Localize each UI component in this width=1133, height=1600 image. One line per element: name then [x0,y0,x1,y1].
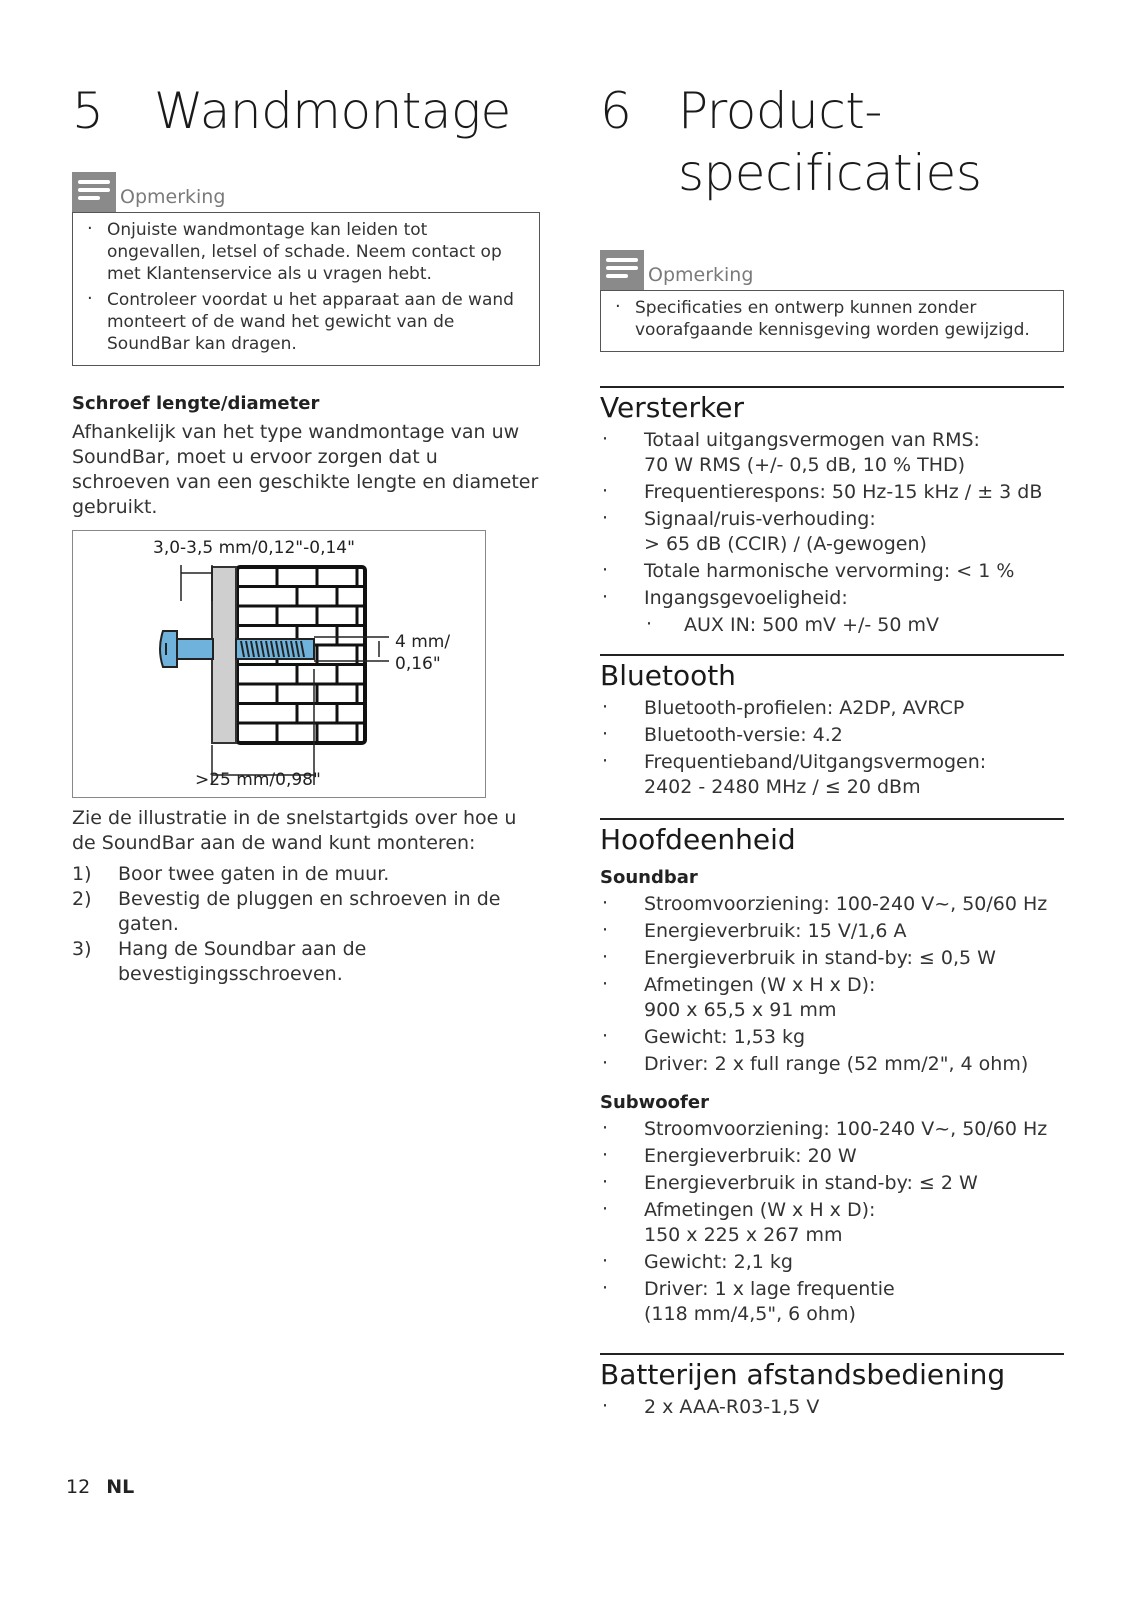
spec-item: · Frequentieband/Uitgangsvermogen: 2402 - 2480 MHz / ≤ 20 dBm [600,750,1064,800]
spec-item: · Afmetingen (W x H x D): 150 x 225 x 267 mm [600,1198,1064,1248]
step-item: 1) Boor twee gaten in de muur. [72,863,390,885]
section-title-versterker: Versterker [600,386,1064,426]
subwoofer-subheading: Subwoofer [600,1092,709,1113]
soundbar-list [600,892,1064,1077]
spec-subitem: · AUX IN: 500 mV +/- 50 mV [600,613,1064,638]
chapter-title: Product- specificaties [678,82,982,202]
page-number: 12 [66,1476,91,1498]
page-footer [66,1476,134,1498]
spec-item: · Energieverbruik in stand-by: ≤ 2 W [600,1171,1064,1196]
spec-item: · Stroomvoorziening: 100-240 V~, 50/60 Hz [600,1117,1064,1142]
spec-item: · Stroomvoorziening: 100-240 V~, 50/60 Hz [600,892,1064,917]
note-content [600,290,1064,352]
bluetooth-list [600,696,1064,800]
soundbar-subheading: Soundbar [600,867,698,888]
note-header [72,172,540,212]
chapter-title: Wandmontage [154,82,511,140]
spec-item: · Energieverbruik: 20 W [600,1144,1064,1169]
batterijen-list [600,1395,1064,1420]
left-column [72,0,540,987]
screw-paragraph: Afhankelijk van het type wandmontage van uw SoundBar, moet u ervoor zorgen dat u schroeven van een geschikte lengte en diameter gebruikt. [72,421,539,518]
spec-item: · Bluetooth-versie: 4.2 [600,723,1064,748]
wall-plaster [212,567,236,743]
chapter-heading-wandmontage [72,80,540,142]
step-item: 2) Bevestig de pluggen en schroeven in de gaten. [72,888,501,935]
figure-label-right-2: 0,16" [395,654,441,674]
section-title-hoofdeenheid: Hoofdeenheid [600,818,1064,858]
versterker-list [600,428,1064,638]
chapter-number: 6 [600,82,632,140]
screw-diagram [73,531,485,797]
screw-heading: Schroef lengte/diameter [72,393,320,414]
step-item: 3) Hang de Soundbar aan de bevestigingsschroeven. [72,938,367,985]
note-label: Opmerking [120,186,226,208]
figure-label-top: 3,0-3,5 mm/0,12"-0,14" [153,538,355,558]
note-icon [72,172,116,212]
spec-item: · 2 x AAA-R03-1,5 V [600,1395,1064,1420]
section-title-bluetooth: Bluetooth [600,654,1064,694]
mounting-steps [72,862,540,987]
section-title-batterijen: Batterijen afstandsbediening [600,1353,1064,1393]
spec-item: · Bluetooth-profielen: A2DP, AVRCP [600,696,1064,721]
figure-label-bottom: >25 mm/0,98" [195,770,321,790]
spec-item: · Afmetingen (W x H x D): 900 x 65,5 x 91 mm [600,973,1064,1023]
spec-item: · Totaal uitgangsvermogen van RMS: 70 W RMS (+/- 0,5 dB, 10 % THD) [600,428,1064,478]
note-content [72,212,540,366]
spec-item: · Gewicht: 1,53 kg [600,1025,1064,1050]
note-header [600,250,1064,290]
note-icon [600,250,644,290]
subwoofer-list [600,1117,1064,1327]
spec-item: · Ingangsgevoeligheid: [600,586,1064,611]
note-item: · Controleer voordat u het apparaat aan de wand monteert of de wand het gewicht van de SoundBar kan dragen. [85,289,529,355]
spec-item: · Driver: 1 x lage frequentie (118 mm/4,5", 6 ohm) [600,1277,1064,1327]
note-box [72,172,540,366]
spec-item: · Energieverbruik in stand-by: ≤ 0,5 W [600,946,1064,971]
intro-paragraph: Zie de illustratie in de snelstartgids over hoe u de SoundBar aan de wand kunt monteren: [72,807,517,854]
note-box [600,250,1064,352]
right-column [600,0,1064,1422]
spec-item: · Driver: 2 x full range (52 mm/2", 4 ohm) [600,1052,1064,1077]
note-label: Opmerking [648,264,754,286]
chapter-heading-specificaties [600,80,1064,204]
wall-mount-screw-figure [72,530,486,798]
spec-item: · Frequentierespons: 50 Hz-15 kHz / ± 3 dB [600,480,1064,505]
spec-item: · Signaal/ruis-verhouding: > 65 dB (CCIR) / (A-gewogen) [600,507,1064,557]
note-item: · Specificaties en ontwerp kunnen zonder voorafgaande kennisgeving worden gewijzigd. [613,297,1053,341]
note-item: · Onjuiste wandmontage kan leiden tot ongevallen, letsel of schade. Neem contact op met Klantenservice als u vragen hebt. [85,219,529,285]
figure-label-right-1: 4 mm/ [395,632,451,652]
language-code: NL [106,1476,135,1498]
spec-item: · Totale harmonische vervorming: < 1 % [600,559,1064,584]
spec-item: · Gewicht: 2,1 kg [600,1250,1064,1275]
chapter-number: 5 [72,82,104,140]
spec-item: · Energieverbruik: 15 V/1,6 A [600,919,1064,944]
